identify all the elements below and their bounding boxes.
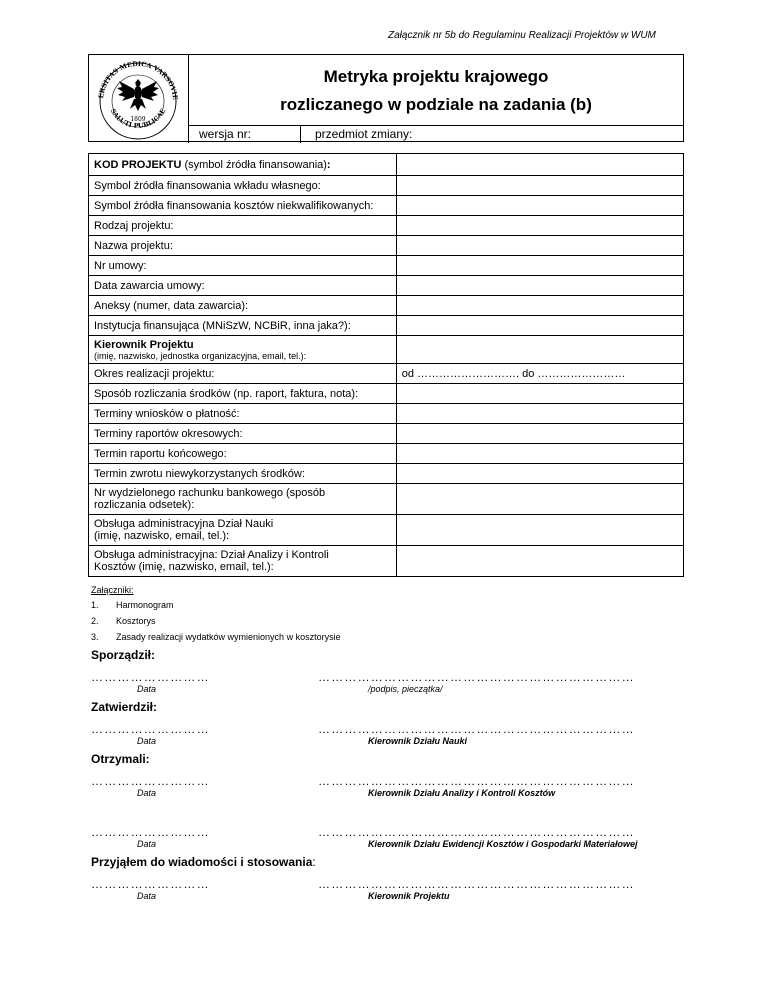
row-label: Nr umowy: bbox=[89, 256, 397, 276]
row-value-field[interactable] bbox=[396, 384, 683, 404]
svg-text:1809: 1809 bbox=[130, 116, 146, 123]
row-label: Termin raportu końcowego: bbox=[89, 444, 397, 464]
row-value-field[interactable] bbox=[396, 336, 683, 364]
table-row bbox=[89, 216, 684, 236]
version-field[interactable]: wersja nr: bbox=[189, 126, 301, 143]
signature-caption: Kierownik Działu Nauki bbox=[368, 736, 468, 746]
signature-caption: Kierownik Projektu bbox=[368, 891, 450, 901]
table-row bbox=[89, 296, 684, 316]
table-row bbox=[89, 256, 684, 276]
attachment-number: 3. bbox=[91, 632, 99, 642]
row-label: Nazwa projektu: bbox=[89, 236, 397, 256]
change-subject-field[interactable]: przedmiot zmiany: bbox=[315, 127, 413, 141]
attachment-item: Kosztorys bbox=[116, 616, 156, 626]
row-value-field[interactable] bbox=[396, 404, 683, 424]
signature-heading: Przyjąłem do wiadomości i stosowania: bbox=[91, 855, 316, 869]
table-row bbox=[89, 276, 684, 296]
row-label: Symbol źródła finansowania wkładu własnego: bbox=[89, 176, 397, 196]
row-label: Rodzaj projektu: bbox=[89, 216, 397, 236]
row-value-field[interactable] bbox=[396, 296, 683, 316]
svg-text:SALUTI PUBLICAE: SALUTI PUBLICAE bbox=[108, 107, 168, 131]
row-value-field[interactable] bbox=[396, 546, 683, 577]
row-label: KOD PROJEKTU (symbol źródła finansowania): bbox=[89, 154, 397, 176]
row-value-field[interactable] bbox=[396, 444, 683, 464]
table-row bbox=[89, 424, 684, 444]
attachment-number: 2. bbox=[91, 616, 99, 626]
date-signature-line[interactable]: ……………………… bbox=[91, 877, 210, 891]
row-label: Symbol źródła finansowania kosztów niekwalifikowanych: bbox=[89, 196, 397, 216]
signature-line[interactable]: ……………………………………………………………… bbox=[318, 774, 635, 788]
date-signature-line[interactable]: ……………………… bbox=[91, 722, 210, 736]
row-value-field[interactable] bbox=[396, 316, 683, 336]
attachment-item: Harmonogram bbox=[116, 600, 174, 610]
signature-heading: Zatwierdził: bbox=[91, 700, 158, 714]
row-label: Terminy raportów okresowych: bbox=[89, 424, 397, 444]
row-value-field[interactable] bbox=[396, 236, 683, 256]
row-value-field[interactable] bbox=[396, 464, 683, 484]
document-title: Metryka projektu krajowego rozliczanego w podziale na zadania (b) bbox=[189, 55, 683, 126]
signature-line[interactable]: ……………………………………………………………… bbox=[318, 877, 635, 891]
row-value-field[interactable] bbox=[396, 154, 683, 176]
table-row bbox=[89, 176, 684, 196]
signature-line[interactable]: ……………………………………………………………… bbox=[318, 722, 635, 736]
svg-text:UNIVERSITAS MEDICA VARSOVIENSI: ERSITAS MEDICA VARSOVIE bbox=[97, 59, 180, 101]
row-label: Kierownik Projektu (imię, nazwisko, jednostka organizacyjna, email, tel.): bbox=[89, 336, 397, 364]
signature-caption: /podpis, pieczątka/ bbox=[368, 684, 443, 694]
row-label: Obsługa administracyjna: Dział Analizy i Kontroli Kosztów (imię, nazwisko, email, tel.): bbox=[89, 546, 397, 577]
row-label: Aneksy (numer, data zawarcia): bbox=[89, 296, 397, 316]
date-signature-line[interactable]: ……………………… bbox=[91, 825, 210, 839]
signature-caption: Kierownik Działu Ewidencji Kosztów i Gospodarki Materiałowej bbox=[368, 839, 638, 849]
row-value-field[interactable]: od ………………………. do …………………… bbox=[396, 364, 683, 384]
row-label: Data zawarcia umowy: bbox=[89, 276, 397, 296]
row-value-field[interactable] bbox=[396, 256, 683, 276]
row-value-field[interactable] bbox=[396, 424, 683, 444]
signature-caption: Kierownik Działu Analizy i Kontroli Kosztów bbox=[368, 788, 556, 798]
row-label: Obsługa administracyjna Dział Nauki (imię, nazwisko, email, tel.): bbox=[89, 515, 397, 546]
row-label: Terminy wniosków o płatność: bbox=[89, 404, 397, 424]
table-row bbox=[89, 154, 684, 176]
row-value-field[interactable] bbox=[396, 484, 683, 515]
table-row bbox=[89, 316, 684, 336]
table-row bbox=[89, 546, 684, 577]
row-value-field[interactable] bbox=[396, 176, 683, 196]
table-row bbox=[89, 404, 684, 424]
project-metadata-table bbox=[88, 153, 684, 577]
row-label: Termin zwrotu niewykorzystanych środków: bbox=[89, 464, 397, 484]
table-row bbox=[89, 444, 684, 464]
date-signature-line[interactable]: ……………………… bbox=[91, 670, 210, 684]
attachment-number: 1. bbox=[91, 600, 99, 610]
row-value-field[interactable] bbox=[396, 196, 683, 216]
row-label: Nr wydzielonego rachunku bankowego (sposób rozliczania odsetek): bbox=[89, 484, 397, 515]
row-label: Okres realizacji projektu: bbox=[89, 364, 397, 384]
row-label: Instytucja finansująca (MNiSzW, NCBiR, inna jaka?): bbox=[89, 316, 397, 336]
row-value-field[interactable] bbox=[396, 216, 683, 236]
row-value-field[interactable] bbox=[396, 276, 683, 296]
attachment-item: Zasady realizacji wydatków wymienionych w kosztorysie bbox=[116, 632, 341, 642]
signature-heading: Sporządził: bbox=[91, 648, 156, 662]
table-row bbox=[89, 384, 684, 404]
date-caption: Data bbox=[137, 839, 157, 849]
table-row bbox=[89, 336, 684, 364]
date-caption: Data bbox=[137, 684, 157, 694]
date-caption: Data bbox=[137, 736, 157, 746]
attachments-heading: Załączniki: bbox=[91, 585, 134, 595]
university-seal-icon bbox=[89, 55, 189, 143]
table-row bbox=[89, 484, 684, 515]
row-label: Sposób rozliczania środków (np. raport, faktura, nota): bbox=[89, 384, 397, 404]
table-row bbox=[89, 364, 684, 384]
table-row bbox=[89, 196, 684, 216]
signature-line[interactable]: ……………………………………………………………… bbox=[318, 825, 635, 839]
date-signature-line[interactable]: ……………………… bbox=[91, 774, 210, 788]
signature-line[interactable]: ……………………………………………………………… bbox=[318, 670, 635, 684]
signature-heading: Otrzymali: bbox=[91, 752, 150, 766]
date-caption: Data bbox=[137, 788, 157, 798]
table-row bbox=[89, 515, 684, 546]
table-row bbox=[89, 464, 684, 484]
date-caption: Data bbox=[137, 891, 157, 901]
row-value-field[interactable] bbox=[396, 515, 683, 546]
table-row bbox=[89, 236, 684, 256]
header-note: Załącznik nr 5b do Regulaminu Realizacji Projektów w WUM bbox=[388, 30, 656, 41]
document-header bbox=[88, 54, 684, 142]
